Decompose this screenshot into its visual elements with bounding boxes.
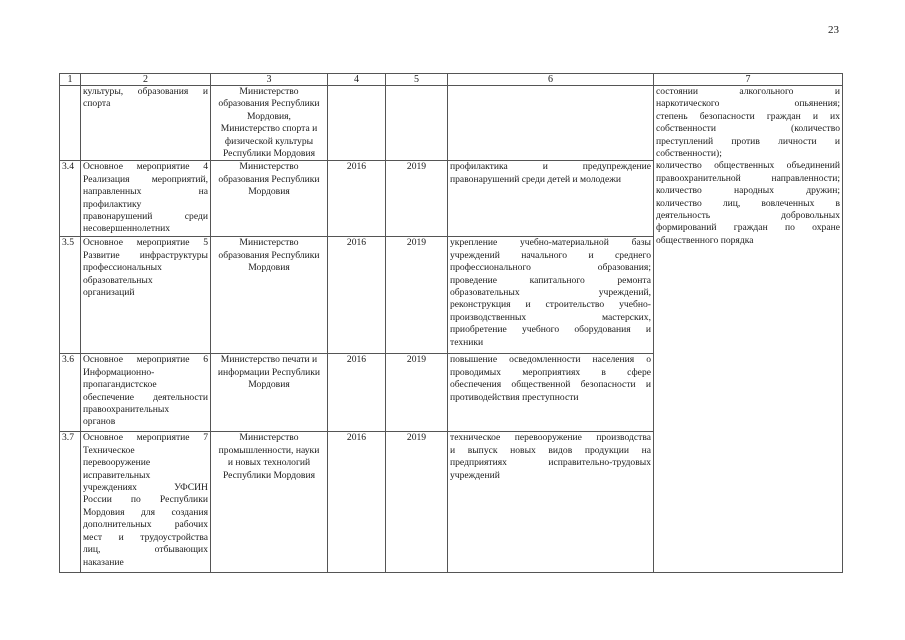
text-line: общественного порядка (656, 234, 754, 246)
text-line: Реализация мероприятий, (83, 173, 208, 185)
executor-cell (211, 161, 328, 237)
header-cell: 5 (386, 74, 448, 86)
text-line: противодействия преступности (450, 391, 579, 403)
text-line: учреждений (450, 469, 500, 481)
text-line: обеспечения общественной безопасности и (450, 379, 651, 391)
start-year: 2016 (328, 432, 386, 573)
text-line: собственности (количество (656, 123, 840, 135)
start-year (328, 86, 386, 161)
text-line: состоянии алкогольного и (656, 86, 840, 97)
text-line: Министерство (239, 237, 299, 249)
executor-cell (211, 237, 328, 354)
header-cell: 3 (211, 74, 328, 86)
text-line: формирований граждан по охране (656, 222, 840, 234)
end-year: 2019 (386, 237, 448, 354)
table-row (60, 86, 843, 161)
text-line: культуры, образования и (83, 86, 208, 97)
row-number: 3.5 (60, 237, 81, 354)
text-line: деятельность добровольных (656, 210, 840, 222)
text-line: Мордовия, (247, 110, 291, 122)
text-line: проводимых мероприятиях в сфере (450, 366, 651, 378)
text-line: преступлений против личности и (656, 135, 840, 147)
text-line: образования Республики (218, 98, 320, 110)
text-line: образования Республики (218, 173, 320, 185)
text-line: Мордовия (248, 379, 290, 391)
text-line: мест и трудоустройства (83, 531, 208, 543)
text-line: предприятиях исправительно-трудовых (450, 457, 651, 469)
text-line: повышение осведомленности населения о (450, 354, 651, 366)
header-cell: 7 (654, 74, 843, 86)
text-line: перевооружение (83, 457, 151, 469)
event-cell (81, 237, 211, 354)
result-cell (448, 161, 654, 237)
end-year: 2019 (386, 354, 448, 432)
page-number: 23 (828, 24, 839, 36)
executor-cell (211, 354, 328, 432)
text-line: количество лиц, вовлеченных в (656, 197, 840, 209)
header-cell: 4 (328, 74, 386, 86)
row-number (60, 86, 81, 161)
text-line: промышленности, науки (218, 444, 320, 456)
text-line: техническое перевооружение производства (450, 432, 651, 444)
text-line: несовершеннолетних (83, 223, 171, 235)
text-line: организаций (83, 287, 135, 299)
text-line: Информационно- (83, 366, 155, 378)
executor-cell (211, 432, 328, 573)
text-line: производственных мастерских, (450, 311, 651, 323)
text-line: органов (83, 416, 116, 428)
text-line: спорта (83, 98, 111, 110)
event-cell (81, 86, 211, 161)
text-line: Республики Мордовия (222, 469, 316, 481)
event-cell (81, 432, 211, 573)
text-line: собственности); (656, 148, 722, 160)
text-line: Республики Мордовия (222, 148, 316, 160)
text-line: дополнительных рабочих (83, 519, 208, 531)
result-cell (448, 86, 654, 161)
event-cell (81, 161, 211, 237)
text-line: Основное мероприятие 5 (83, 237, 208, 249)
text-line: пропагандистское (83, 379, 157, 391)
row-number: 3.7 (60, 432, 81, 573)
text-line: образовательных (83, 274, 153, 286)
text-line: и новых технологий (227, 457, 311, 469)
start-year: 2016 (328, 161, 386, 237)
text-line: России по Республики (83, 494, 208, 506)
text-line: учреждениях УФСИН (83, 482, 208, 494)
text-line: профилактику (83, 198, 142, 210)
text-line: укрепление учебно-материальной базы (450, 237, 651, 249)
text-line: физической культуры (224, 135, 314, 147)
header-row (60, 74, 843, 86)
text-line: лиц, отбывающих (83, 544, 208, 556)
end-year: 2019 (386, 161, 448, 237)
text-line: Министерство (239, 86, 299, 97)
text-line: наркотического опьянения; (656, 98, 840, 110)
text-line: Техническое (83, 444, 135, 456)
result-cell (448, 354, 654, 432)
text-line: наказание (83, 556, 124, 568)
text-line: Развитие инфраструктуры (83, 249, 208, 261)
text-line: образовательных учреждений, (450, 287, 651, 299)
text-line: количество общественных объединений (656, 160, 840, 172)
text-line: реконструкция и строительство учебно- (450, 299, 651, 311)
text-line: проведение капитального ремонта (450, 274, 651, 286)
text-line: профессионального образования; (450, 262, 651, 274)
result-cell (448, 432, 654, 573)
start-year: 2016 (328, 354, 386, 432)
text-line: исправительных (83, 469, 151, 481)
header-cell: 6 (448, 74, 654, 86)
text-line: обеспечение деятельности (83, 391, 208, 403)
text-line: приобретение учебного оборудования и (450, 324, 651, 336)
text-line: Основное мероприятие 7 (83, 432, 208, 444)
text-line: профилактика и предупреждение (450, 161, 651, 173)
text-line: Министерство (239, 161, 299, 173)
text-line: техники (450, 336, 484, 348)
text-line: профессиональных (83, 262, 162, 274)
text-line: направленных на (83, 186, 208, 198)
text-line: информации Республики (217, 366, 321, 378)
row-number: 3.6 (60, 354, 81, 432)
executor-cell (211, 86, 328, 161)
header-cell: 2 (81, 74, 211, 86)
text-line: Основное мероприятие 4 (83, 161, 208, 173)
event-cell (81, 354, 211, 432)
text-line: количество народных дружин; (656, 185, 840, 197)
text-line: правонарушений среди детей и молодежи (450, 173, 621, 185)
end-year (386, 86, 448, 161)
text-line: Министерство (239, 432, 299, 444)
row-number: 3.4 (60, 161, 81, 237)
header-cell: 1 (60, 74, 81, 86)
text-line: и выпуск новых видов продукции на (450, 444, 651, 456)
text-line: Министерство печати и (220, 354, 318, 366)
text-line: образования Республики (218, 249, 320, 261)
indicators-cell (654, 86, 843, 573)
text-line: правоохранительных (83, 404, 170, 416)
text-line: Министерство спорта и (220, 123, 318, 135)
text-line: Мордовия (248, 262, 290, 274)
text-line: правоохранительной направленности; (656, 172, 840, 184)
start-year: 2016 (328, 237, 386, 354)
program-table (59, 73, 843, 573)
text-line: Мордовия для создания (83, 506, 208, 518)
text-line: учреждений начального и среднего (450, 249, 651, 261)
text-line: Мордовия (248, 186, 290, 198)
text-line: степень безопасности граждан и их (656, 110, 840, 122)
text-line: Основное мероприятие 6 (83, 354, 208, 366)
result-cell (448, 237, 654, 354)
end-year: 2019 (386, 432, 448, 573)
text-line: правонарушений среди (83, 211, 208, 223)
